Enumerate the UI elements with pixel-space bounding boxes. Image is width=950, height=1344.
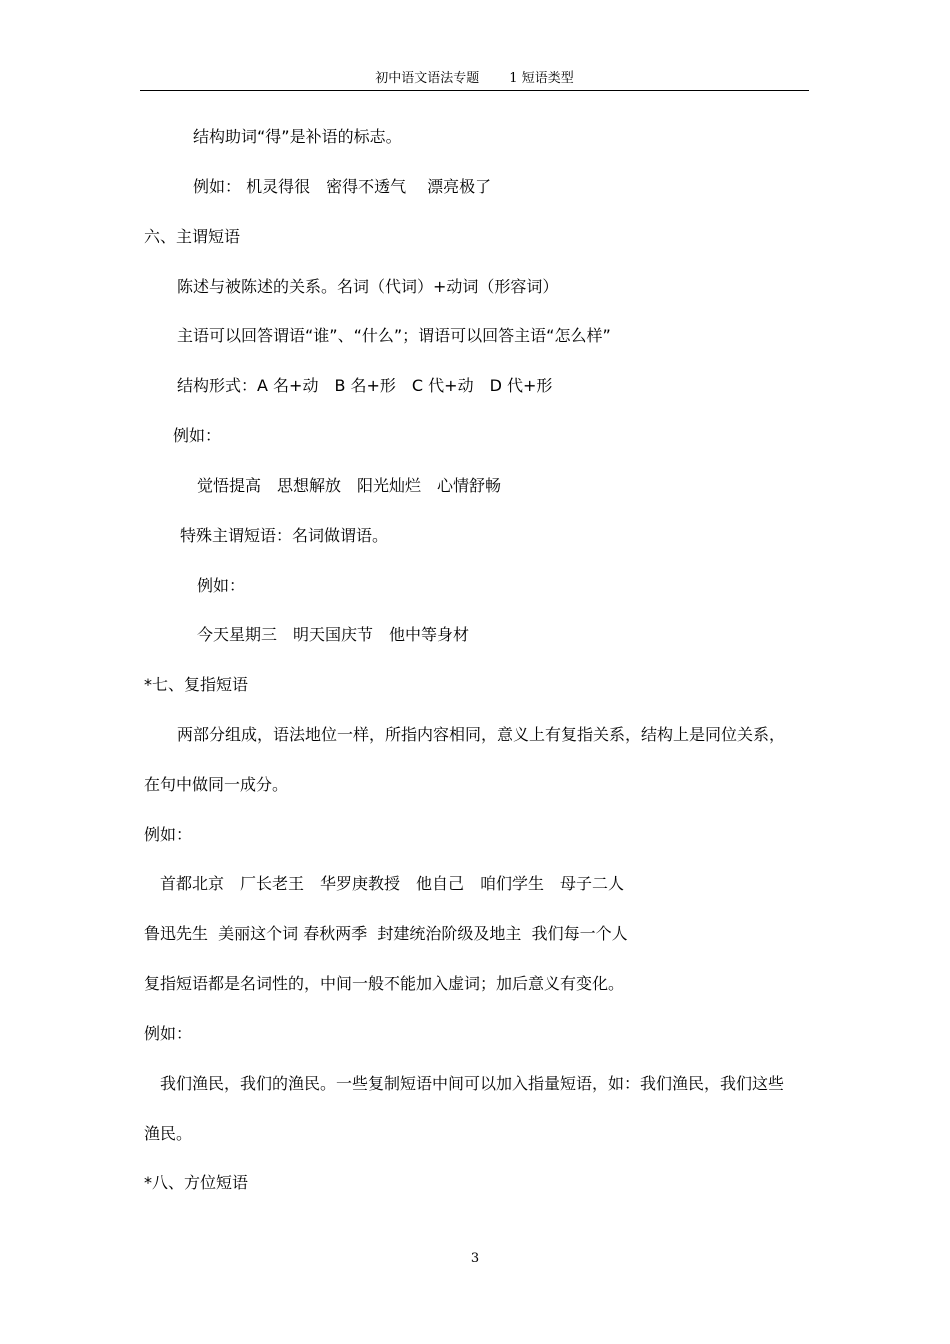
section-heading: *八、方位短语 [144,1173,249,1192]
text-line: 今天星期三 明天国庆节 他中等身材 [197,625,470,644]
header-title: 初中语文语法专题 [375,71,480,86]
text-line: 觉悟提高 思想解放 阳光灿烂 心情舒畅 [197,476,502,495]
text-line: 特殊主谓短语：名词做谓语。 [180,526,389,545]
text-line: 例如： [144,825,193,844]
text-line: 复指短语都是名词性的，中间一般不能加入虚词；加后意义有变化。 [144,974,625,993]
text-line: 两部分组成，语法地位一样，所指内容相同，意义上有复指关系，结构上是同位关系， [177,725,786,744]
text-line: 在句中做同一成分。 [144,775,289,794]
text-line: 渔民。 [144,1124,193,1143]
text-line: 我们渔民，我们的渔民。一些复制短语中间可以加入指量短语，如：我们渔民，我们这些 [160,1074,785,1093]
text-line: 主语可以回答谓语“谁”、“什么”；谓语可以回答主语“怎么样” [177,326,611,345]
text-line: 结构形式：A 名+动 B 名+形 C 代+动 D 代+形 [177,376,553,395]
text-line: 例如： [197,576,246,595]
page-header [140,70,809,91]
text-line: 首都北京 厂长老王 华罗庚教授 他自己 咱们学生 母子二人 [160,874,625,893]
text-line: 结构助词“得”是补语的标志。 [193,127,402,146]
header-section: 1 短语类型 [509,71,574,86]
text-line: 例如： 机灵得很 密得不透气 漂亮极了 [193,177,492,196]
text-line: 例如： [173,426,222,445]
text-line: 例如： [144,1024,193,1043]
section-heading: *七、复指短语 [144,675,249,694]
section-heading: 六、主谓短语 [144,227,241,246]
page-number: 3 [470,1251,480,1266]
text-line: 鲁迅先生 美丽这个词 春秋两季 封建统治阶级及地主 我们每一个人 [144,924,628,943]
text-line: 陈述与被陈述的关系。名词（代词）+动词（形容词） [177,277,559,296]
